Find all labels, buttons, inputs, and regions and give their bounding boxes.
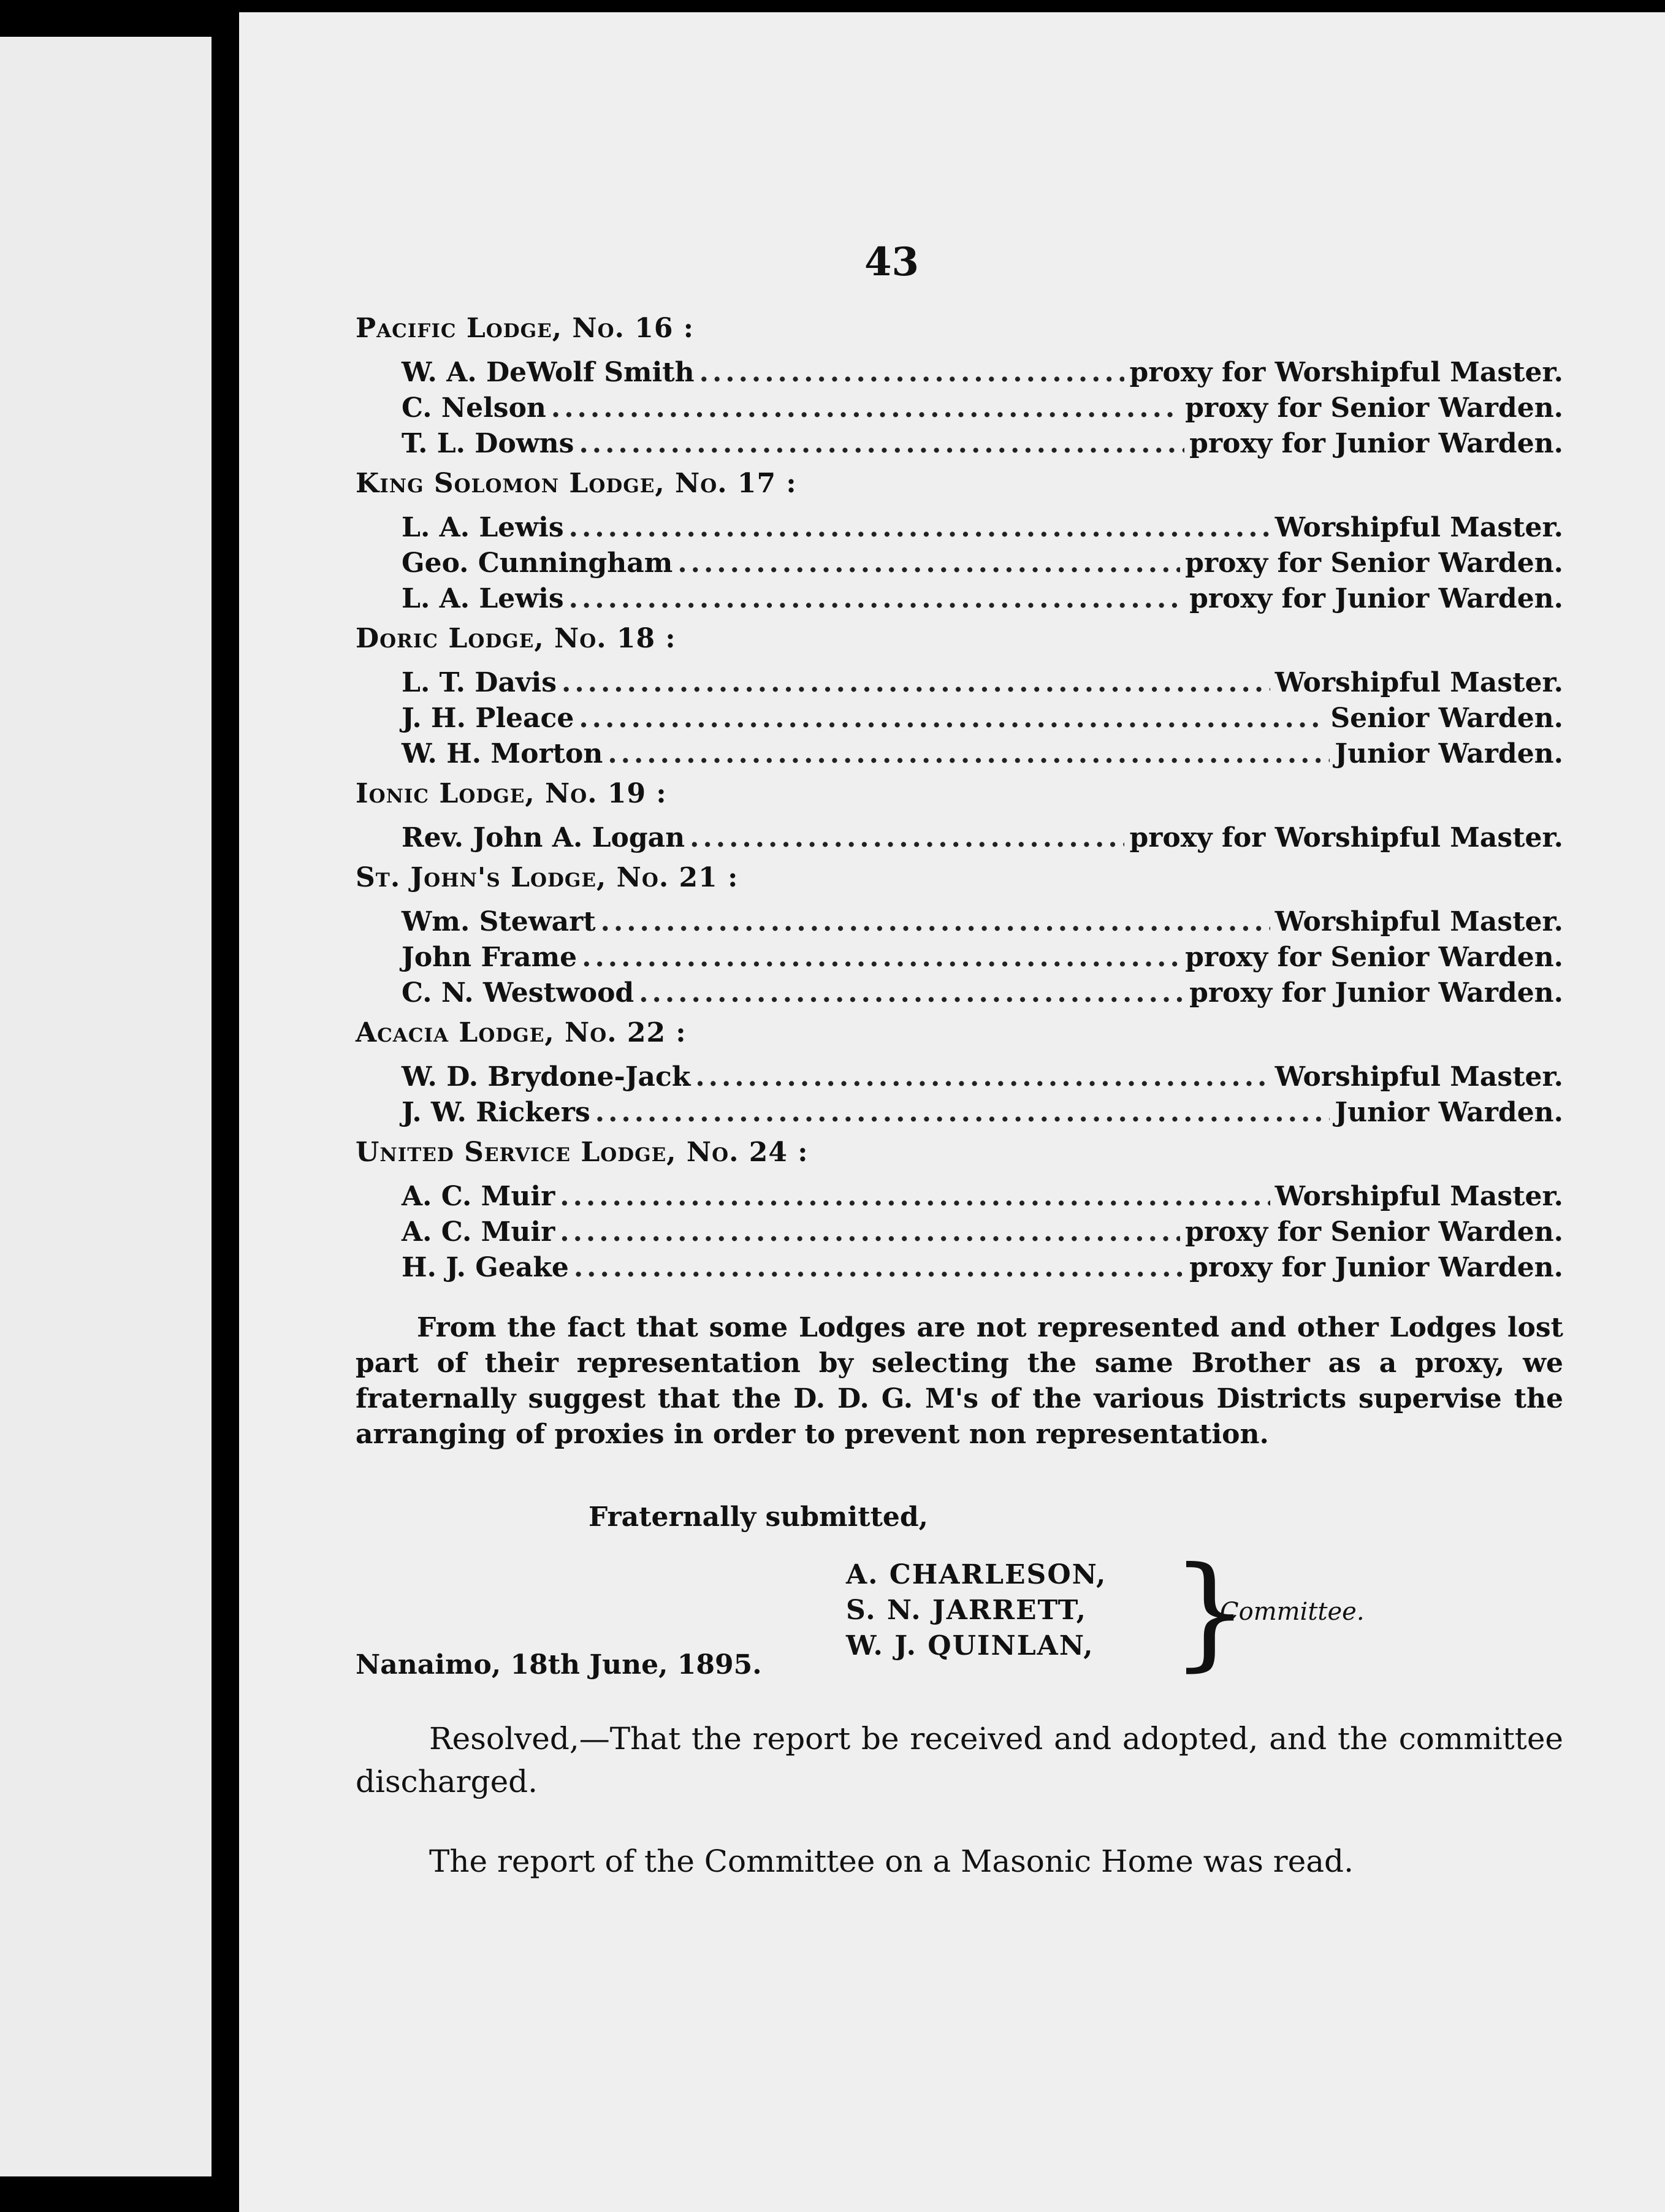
lodge-title: St. John's Lodge, No. 21 : <box>356 862 739 893</box>
dot-leader <box>699 355 1125 391</box>
lodge-block <box>356 1137 1563 1286</box>
member-entry <box>402 665 1563 701</box>
member-role: Worshipful Master. <box>1274 512 1563 543</box>
signatory: A. CHARLESON, <box>846 1559 1107 1590</box>
dot-leader <box>601 904 1270 940</box>
member-entry <box>402 820 1563 856</box>
member-entry <box>402 1215 1563 1250</box>
member-entry <box>402 546 1563 581</box>
dot-leader <box>569 510 1270 546</box>
lodge-list <box>356 313 1563 1286</box>
member-role: proxy for Worshipful Master. <box>1129 357 1563 388</box>
member-name: L. A. Lewis <box>402 583 564 614</box>
member-name: J. H. Pleace <box>402 703 574 734</box>
lodge-title: King Solomon Lodge, No. 17 : <box>356 468 797 499</box>
member-name: T. L. Downs <box>402 428 574 459</box>
dot-leader <box>677 546 1180 581</box>
member-role: proxy for Senior Warden. <box>1185 942 1563 973</box>
member-role: Worshipful Master. <box>1274 1181 1563 1212</box>
lodge-title: Acacia Lodge, No. 22 : <box>356 1017 687 1048</box>
lodge-title: Pacific Lodge, No. 16 : <box>356 313 695 344</box>
member-entry <box>402 940 1563 975</box>
resolution-text: Resolved,—That the report be received and adopted, and the committee discharged. <box>356 1721 1563 1799</box>
member-name: J. W. Rickers <box>402 1097 590 1128</box>
dot-leader <box>639 975 1184 1011</box>
member-entry <box>402 355 1563 391</box>
member-name: W. H. Morton <box>402 738 603 769</box>
member-name: W. D. Brydone-Jack <box>402 1061 691 1093</box>
place-date: Nanaimo, 18th June, 1895. <box>356 1649 762 1680</box>
lodge-title: United Service Lodge, No. 24 : <box>356 1137 809 1168</box>
member-name: John Frame <box>402 942 577 973</box>
member-name: A. C. Muir <box>402 1181 555 1212</box>
member-entry <box>402 581 1563 617</box>
dot-leader <box>579 701 1325 736</box>
member-entry <box>402 510 1563 546</box>
member-role: proxy for Senior Warden. <box>1185 1216 1563 1248</box>
member-entry <box>402 736 1563 772</box>
member-role: proxy for Junior Warden. <box>1189 583 1563 614</box>
member-entry <box>402 1250 1563 1286</box>
member-role: proxy for Junior Warden. <box>1189 977 1563 1009</box>
member-name: Geo. Cunningham <box>402 547 673 579</box>
lodge-title: Doric Lodge, No. 18 : <box>356 623 676 654</box>
dot-leader <box>579 426 1184 462</box>
dot-leader <box>582 940 1180 975</box>
member-entry <box>402 391 1563 426</box>
member-role: Junior Warden. <box>1335 1097 1563 1128</box>
lodge-block <box>356 313 1563 462</box>
dot-leader <box>560 1215 1180 1250</box>
dot-leader <box>595 1095 1330 1131</box>
member-role: proxy for Junior Warden. <box>1189 1252 1563 1283</box>
member-role: proxy for Junior Warden. <box>1189 428 1563 459</box>
signatory: W. J. QUINLAN, <box>846 1630 1094 1661</box>
dot-leader <box>569 581 1184 617</box>
brace-glyph: } <box>1171 1541 1249 1684</box>
member-role: Worshipful Master. <box>1274 1061 1563 1093</box>
lodge-block <box>356 468 1563 617</box>
lodge-block <box>356 1017 1563 1131</box>
dot-leader <box>608 736 1330 772</box>
final-text: The report of the Committee on a Masonic Home was read. <box>429 1844 1354 1879</box>
left-page-edge <box>0 37 211 2176</box>
lodge-block <box>356 862 1563 1011</box>
member-name: H. J. Geake <box>402 1252 569 1283</box>
member-entry <box>402 426 1563 462</box>
member-entry <box>402 975 1563 1011</box>
lodge-block <box>356 623 1563 772</box>
member-entry <box>402 1179 1563 1215</box>
committee-label: Committee. <box>1220 1598 1365 1626</box>
member-role: Worshipful Master. <box>1274 906 1563 937</box>
member-role: proxy for Senior Warden. <box>1185 392 1563 424</box>
lodge-block <box>356 778 1563 856</box>
dot-leader <box>690 820 1124 856</box>
member-entry <box>402 904 1563 940</box>
signatory: S. N. JARRETT, <box>846 1595 1087 1626</box>
lodge-title: Ionic Lodge, No. 19 : <box>356 778 667 809</box>
dot-leader <box>562 665 1270 701</box>
member-entry <box>402 1059 1563 1095</box>
closing-line: Fraternally submitted, <box>589 1501 928 1533</box>
dot-leader <box>560 1179 1270 1215</box>
member-role: proxy for Senior Warden. <box>1185 547 1563 579</box>
document-page <box>239 12 1665 2212</box>
member-entry <box>402 701 1563 736</box>
member-name: C. Nelson <box>402 392 546 424</box>
page-content <box>356 313 1563 1883</box>
member-name: Wm. Stewart <box>402 906 596 937</box>
dot-leader <box>551 391 1180 426</box>
member-role: Worshipful Master. <box>1274 667 1563 698</box>
member-name: Rev. John A. Logan <box>402 822 685 853</box>
member-name: L. A. Lewis <box>402 512 564 543</box>
member-role: proxy for Worshipful Master. <box>1129 822 1563 853</box>
report-paragraph: From the fact that some Lodges are not represented and other Lodges lost part of their representation by selecting the same Brother as a proxy, we fraternally suggest that the D. D. G. M's of the various Districts supervise the arranging of proxies in order to prevent non representation. <box>356 1312 1563 1450</box>
member-entry <box>402 1095 1563 1131</box>
member-name: W. A. DeWolf Smith <box>402 357 695 388</box>
signature-block <box>846 1541 1563 1684</box>
dot-leader <box>695 1059 1270 1095</box>
dot-leader <box>574 1250 1184 1286</box>
member-name: C. N. Westwood <box>402 977 634 1009</box>
page-number: 43 <box>864 239 920 285</box>
member-name: A. C. Muir <box>402 1216 555 1248</box>
member-role: Senior Warden. <box>1330 703 1563 734</box>
member-name: L. T. Davis <box>402 667 557 698</box>
member-role: Junior Warden. <box>1335 738 1563 769</box>
